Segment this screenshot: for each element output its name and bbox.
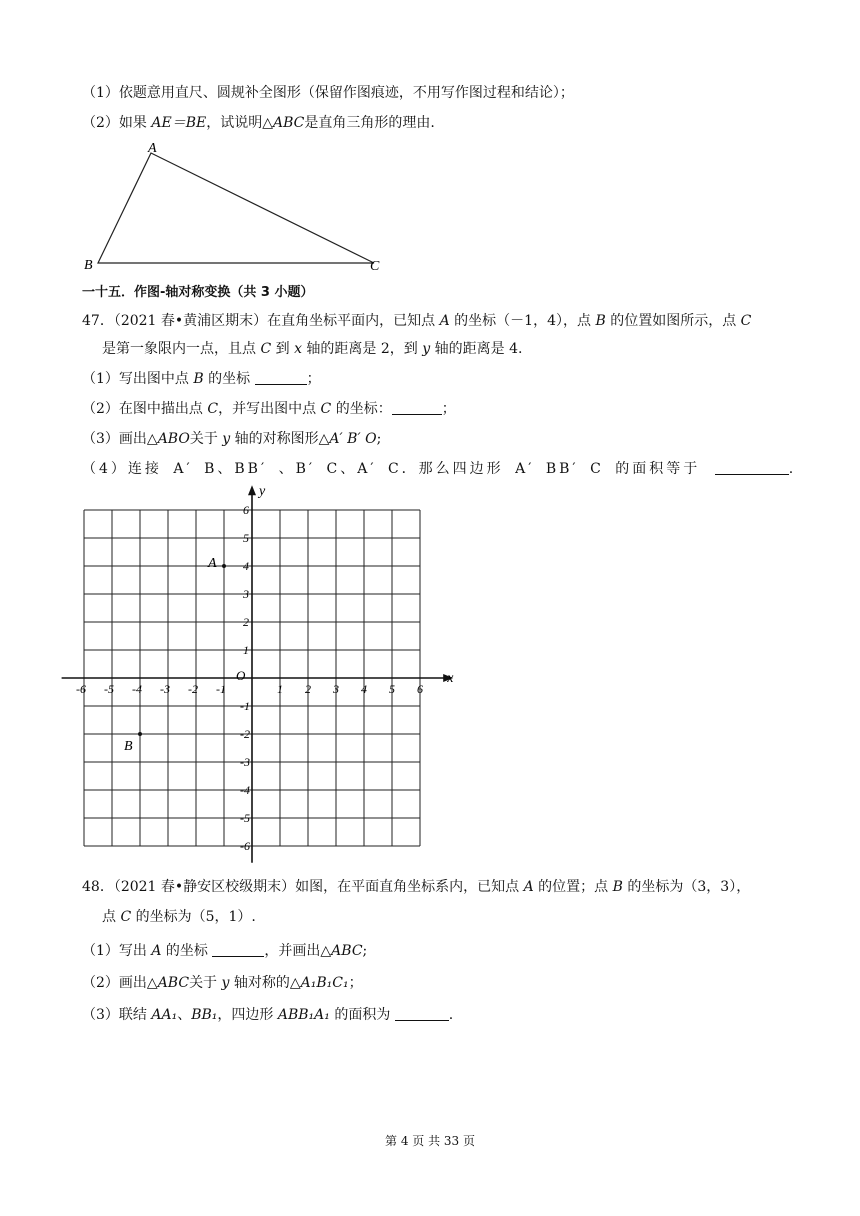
y-tick-label: 4 (243, 559, 249, 573)
y-tick-label: 2 (243, 615, 249, 629)
x-tick-label: 4 (361, 682, 367, 696)
page-footer: 第 4 页 共 33 页 (385, 1134, 475, 1148)
coordinate-grid (76, 484, 480, 868)
x-tick-label: 5 (389, 682, 395, 696)
triangle-label-c: C (370, 259, 380, 274)
x-tick-label: -1 (216, 682, 226, 696)
q47-part-2: （2）在图中描出点 C，并写出图中点 C 的坐标： ； (82, 401, 456, 417)
y-tick-label: -1 (240, 699, 250, 713)
x-tick-label: -6 (76, 682, 86, 696)
section-title: 一十五．作图-轴对称变换（共 3 小题） (82, 285, 314, 300)
point-b (138, 732, 142, 736)
q47-stem-line-1: 47．（2021 春•黄浦区期末）在直角坐标平面内，已知点 A 的坐标（－1，4），点 B 的位置如图所示，点 C (82, 313, 752, 329)
answer-blank[interactable] (392, 400, 442, 415)
answer-blank[interactable] (255, 370, 307, 385)
triangle-figure (80, 138, 400, 274)
y-axis-arrow (248, 485, 256, 495)
y-tick-label: 1 (243, 643, 249, 657)
y-tick-label: -4 (240, 783, 250, 797)
y-tick-label: 3 (243, 587, 249, 601)
y-tick-label: 6 (243, 503, 249, 517)
y-tick-label: -5 (240, 811, 250, 825)
q48-part-2: （2）画出△ABC关于 y 轴对称的△A₁B₁C₁； (82, 975, 363, 991)
x-tick-label: -5 (104, 682, 114, 696)
point-a (222, 564, 226, 568)
q48-stem-line-2: 点 C 的坐标为（5，1）. (102, 909, 256, 925)
origin-label: O (236, 668, 246, 683)
y-tick-label: -2 (240, 727, 250, 741)
x-tick-label: -2 (188, 682, 198, 696)
point-label-b: B (124, 739, 133, 754)
triangle-label-a: A (148, 141, 157, 156)
q47-part-3: （3）画出△ABO关于 y 轴的对称图形△A′ B′ O; (82, 431, 382, 447)
x-tick-label: 3 (333, 682, 339, 696)
triangle-abc (98, 153, 374, 263)
answer-blank[interactable] (212, 942, 264, 957)
y-tick-label: -3 (240, 755, 250, 769)
point-label-a: A (208, 556, 217, 571)
x-tick-label: 2 (305, 682, 311, 696)
x-tick-label: -4 (132, 682, 142, 696)
q48-stem-line-1: 48．（2021 春•静安区校级期末）如图，在平面直角坐标系内，已知点 A 的位置；点 B 的坐标为（3，3）， (82, 879, 751, 895)
x-axis-label: x (447, 671, 454, 686)
triangle-label-b: B (84, 258, 93, 273)
prev-question-part-2: （2）如果 AE＝BE，试说明△ABC是直角三角形的理由. (82, 115, 435, 131)
y-tick-label: 5 (243, 531, 249, 545)
answer-blank[interactable] (395, 1006, 449, 1021)
q47-part-1: （1）写出图中点 B 的坐标 ； (82, 371, 321, 387)
x-tick-label: 1 (277, 682, 283, 696)
x-tick-label: -3 (160, 682, 170, 696)
y-tick-label: -6 (240, 839, 250, 853)
q48-part-1: （1）写出 A 的坐标 ，并画出△ABC; (82, 943, 368, 959)
y-axis-label: y (259, 484, 266, 500)
q48-part-3: （3）联结 AA₁、BB₁，四边形 ABB₁A₁ 的面积为 . (82, 1007, 454, 1023)
x-tick-label: 6 (417, 682, 423, 696)
prev-question-part-1: （1）依题意用直尺、圆规补全图形（保留作图痕迹，不用写作图过程和结论）； (82, 85, 574, 101)
answer-blank[interactable] (715, 460, 789, 475)
q47-part-4: （4）连接 A′ B、BB′ 、B′ C、A′ C．那么四边形 A′ BB′ C 的面积等于 . (82, 461, 794, 477)
q47-stem-line-2: 是第一象限内一点，且点 C 到 x 轴的距离是 2，到 y 轴的距离是 4. (102, 341, 523, 357)
